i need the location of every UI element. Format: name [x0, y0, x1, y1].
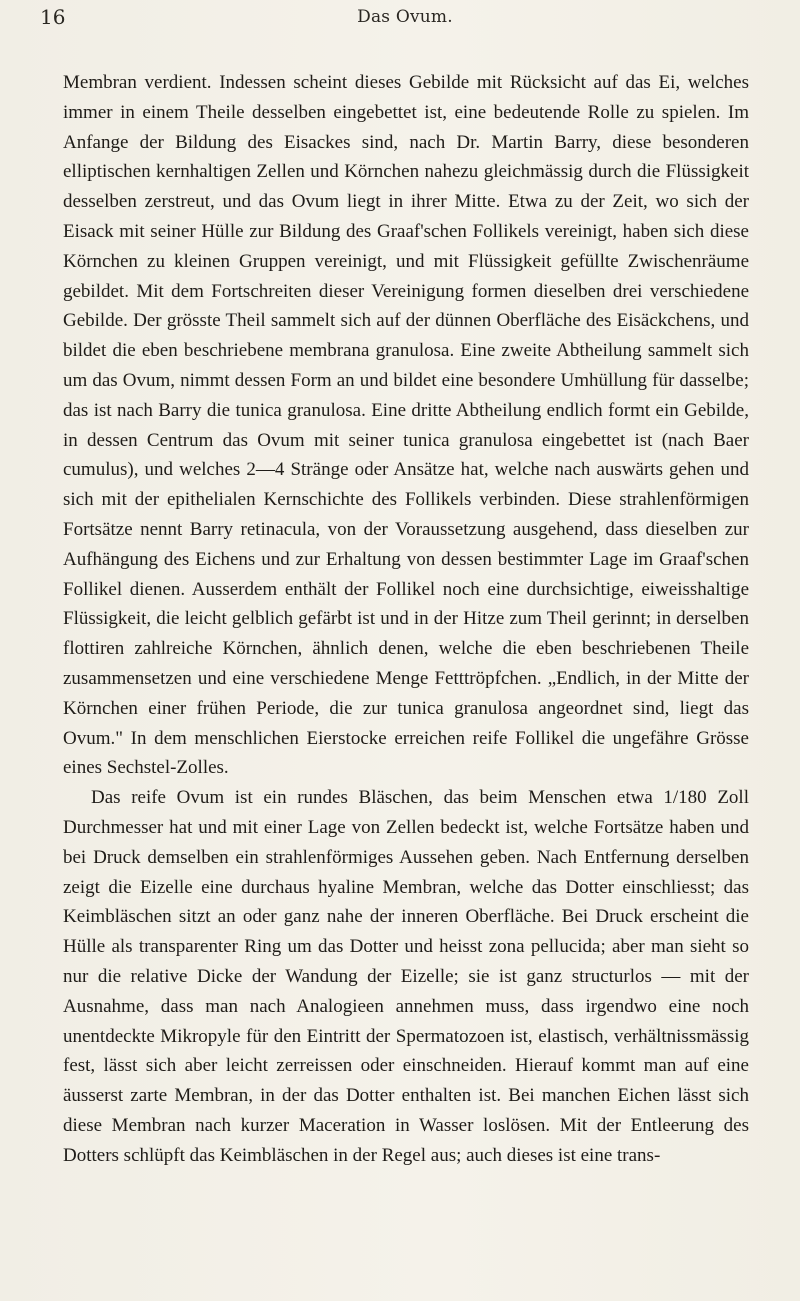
page-header: [40, 2, 770, 32]
page-number: 16: [40, 5, 66, 29]
paragraph-reife-ovum: Das reife Ovum ist ein rundes Bläschen, das beim Menschen etwa 1/180 Zoll Durchmesser hat und mit einer Lage von Zellen bedeckt ist, welche Fortsätze haben und bei Druck demselben ein strahlenförmiges Aussehen geben. Nach Entfernung derselben zeigt die Eizelle eine durchaus hyaline Membran, welche das Dotter einschliesst; das Keimbläschen sitzt an oder ganz nahe der inneren Oberfläche. Bei Druck erscheint die Hülle als transparenter Ring um das Dotter und heisst zona pellucida; aber man sieht so nur die relative Dicke der Wandung der Eizelle; sie ist ganz structurlos — mit der Ausnahme, dass man nach Analogieen annehmen muss, dass irgendwo eine noch unentdeckte Mikropyle für den Eintritt der Spermatozoen ist, elastisch, verhältnissmässig fest, lässt sich aber leicht zerreissen oder einschneiden. Hierauf kommt man auf eine äusserst zarte Membran, in der das Dotter enthalten ist. Bei manchen Eichen lässt sich diese Membran nach kurzer Maceration in Wasser loslösen. Mit der Entleerung des Dotters schlüpft das Keimbläschen in der Regel aus; auch dieses ist eine trans-: [63, 787, 749, 1166]
paragraph-continued: Membran verdient. Indessen scheint dieses Gebilde mit Rücksicht auf das Ei, welches immer in einem Theile desselben eingebettet ist, eine bedeutende Rolle zu spielen. Im Anfange der Bildung des Eisackes sind, nach Dr. Martin Barry, diese besonderen elliptischen kernhaltigen Zellen und Körnchen nahezu gleichmässig durch die Flüssigkeit desselben zerstreut, und das Ovum liegt in ihrer Mitte. Etwa zu der Zeit, wo sich der Eisack mit seiner Hülle zur Bildung des Graaf'schen Follikels vereinigt, haben sich diese Körnchen zu kleinen Gruppen vereinigt, und mit Flüssigkeit gefüllte Zwischenräume gebildet. Mit dem Fortschreiten dieser Vereinigung formen dieselben drei verschiedene Gebilde. Der grösste Theil sammelt sich auf der dünnen Oberfläche des Eisäckchens, und bildet die eben beschriebene membrana granulosa. Eine zweite Abtheilung sammelt sich um das Ovum, nimmt dessen Form an und bildet eine besondere Umhüllung für dasselbe; das ist nach Barry die tunica granulosa. Eine dritte Abtheilung endlich formt ein Gebilde, in dessen Centrum das Ovum mit seiner tunica granulosa eingebettet ist (nach Baer cumulus), und welches 2—4 Stränge oder Ansätze hat, welche nach auswärts gehen und sich mit der epithelialen Kernschichte des Follikels verbinden. Diese strahlenförmigen Fortsätze nennt Barry retinacula, von der Voraussetzung ausgehend, dass dieselben zur Aufhängung des Eichens und zur Erhaltung von dessen bestimmter Lage im Graaf'schen Follikel dienen. Ausserdem enthält der Follikel noch eine durchsichtige, eiweisshaltige Flüssigkeit, die leicht gelblich gefärbt ist und in der Hitze zum Theil gerinnt; in derselben flottiren zahlreiche Körnchen, ähnlich denen, welche die eben beschriebenen Theile zusammensetzen und eine verschiedene Menge Fetttröpfchen. „Endlich, in der Mitte der Körnchen einer frühen Periode, die zur tunica granulosa angeordnet sind, liegt das Ovum." In dem menschlichen Eierstocke erreichen reife Follikel die ungefähre Grösse eines Sechstel-Zolles.: [63, 72, 749, 779]
body-text: [63, 68, 749, 1170]
running-head: Das Ovum.: [357, 7, 453, 27]
